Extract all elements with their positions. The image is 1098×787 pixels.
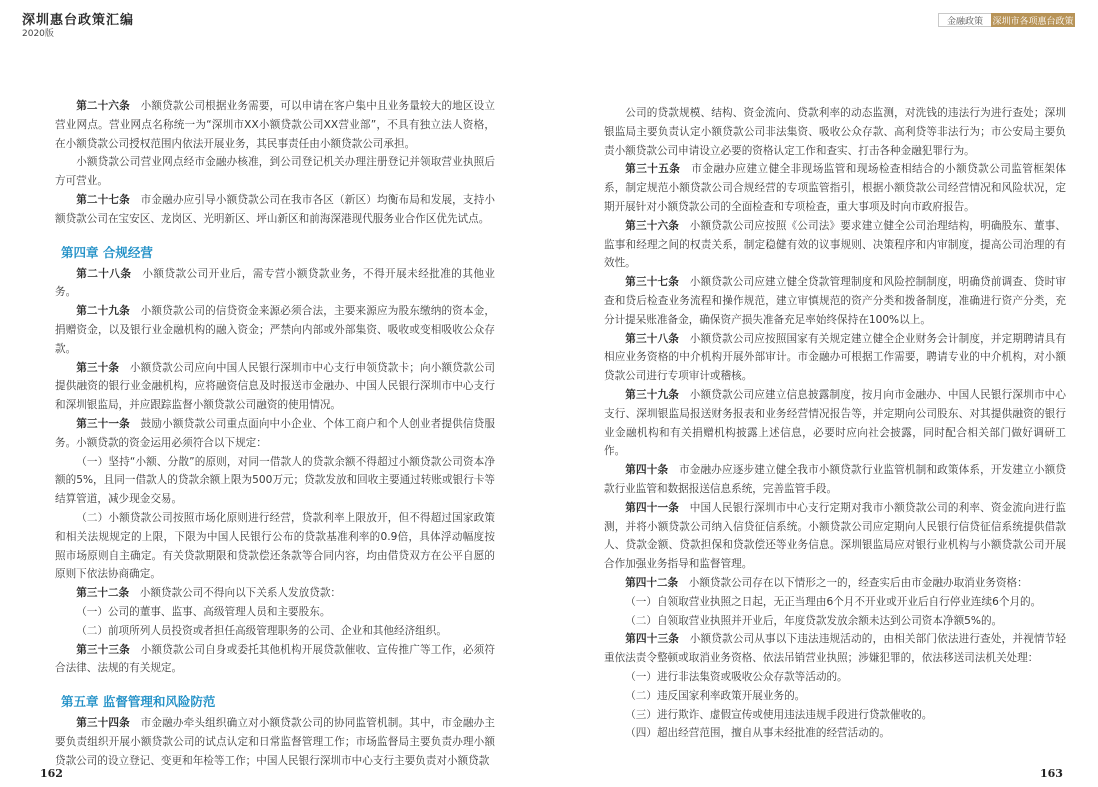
paragraph-text: 小额贷款公司开业后，需专营小额贷款业务，不得开展未经批准的其他业务。: [55, 267, 496, 299]
right-page-body: [604, 104, 1066, 743]
chapter-heading: 第五章 监督管理和风险防范: [61, 694, 216, 710]
clause-paragraph: [604, 104, 1066, 160]
article-number: 第四十三条: [625, 633, 679, 646]
clause-paragraph: [604, 706, 1066, 725]
article-number: 第三十二条: [76, 587, 130, 600]
paragraph-text: 小额贷款公司的信贷资金来源必须合法，主要来源应为股东缴纳的资本金，捐赠资金，以及银行业金融机构的融入资金；严禁向内部或外部集资、吸收或变相吸收公众存款。: [55, 305, 496, 355]
clause-paragraph: [604, 724, 1066, 743]
paragraph-text: 鼓励小额贷款公司重点面向中小企业、个体工商户和个人创业者提供信贷服务。小额贷款的资金运用必须符合以下规定：: [55, 417, 496, 449]
article-paragraph: [604, 160, 1066, 216]
article-number: 第三十四条: [76, 717, 130, 730]
book-edition: 2020版: [22, 29, 54, 39]
clause-paragraph: [604, 612, 1066, 631]
paragraph-text: 市金融办应引导小额贷款公司在我市各区（新区）均衡布局和发展，支持小额贷款公司在宝安区、龙岗区、光明新区、坪山新区和前海深港现代服务业合作区优先试点。: [55, 193, 496, 225]
paragraph-text: （二）自领取营业执照并开业后，年度贷款发放余额未达到公司资本净额5%的。: [625, 614, 1003, 627]
article-paragraph: [604, 273, 1066, 329]
article-paragraph: [604, 461, 1066, 499]
left-page-number: 162: [40, 767, 63, 780]
article-paragraph: [55, 97, 495, 153]
article-number: 第三十九条: [625, 388, 679, 401]
article-paragraph: [604, 386, 1066, 461]
clause-paragraph: [55, 509, 495, 584]
clause-paragraph: [55, 153, 495, 191]
paragraph-text: 小额贷款公司自身或委托其他机构开展贷款催收、宣传推广等工作，必须符合法律、法规的有关规定。: [55, 643, 496, 675]
paragraph-text: （一）公司的董事、监事、高级管理人员和主要股东。: [76, 605, 331, 618]
paragraph-text: 小额贷款公司不得向以下关系人发放贷款：: [129, 587, 342, 600]
article-number: 第三十五条: [625, 163, 681, 176]
article-number: 第二十九条: [76, 305, 130, 318]
paragraph-text: 小额贷款公司从事以下违法违规活动的，由相关部门依法进行查处，并视情节轻重依法责令整顿或取消业务资格、依法吊销营业执照；涉嫌犯罪的，依法移送司法机关处理：: [604, 633, 1067, 665]
paragraph-text: 小额贷款公司应按照国家有关规定建立健全企业财务会计制度，并定期聘请具有相应业务资格的中介机构开展外部审计。市金融办可根据工作需要，聘请专业的中介机构，对小额贷款公司进行专项审计或稽核。: [604, 332, 1067, 383]
paragraph-text: 小额贷款公司应建立信息披露制度，按月向市金融办、中国人民银行深圳市中心支行、深圳银监局报送财务报表和业务经营情况报告等，并定期向公司股东、对其提供融资的银行业金融机构和有关捐赠机构披露上述信息，必要时应向社会披露，同时配合相关部门做好调研工作。: [604, 388, 1067, 458]
paragraph-text: （一）坚持“小额、分散”的原则，对同一借款人的贷款余额不得超过小额贷款公司资本净额的5%，且同一借款人的贷款余额上限为500万元；贷款发放和回收主要通过转账或银行卡等结算管道，减少现金交易。: [55, 455, 495, 506]
paragraph-text: （二）前项所列人员投资或者担任高级管理职务的公司、企业和其他经济组织。: [76, 624, 447, 637]
article-number: 第四十条: [625, 464, 669, 477]
clause-paragraph: [604, 668, 1066, 687]
paragraph-text: 小额贷款公司存在以下情形之一的，经查实后由市金融办取消业务资格：: [678, 576, 1028, 589]
section-tag-topic: 深圳市各项惠台政策: [991, 13, 1075, 27]
paragraph-text: （三）进行欺诈、虚假宣传或使用违法违规手段进行贷款催收的。: [625, 708, 933, 721]
article-paragraph: [604, 574, 1066, 593]
article-number: 第三十七条: [625, 276, 679, 289]
article-number: 第三十八条: [625, 332, 679, 345]
clause-paragraph: [55, 453, 495, 509]
article-paragraph: [604, 217, 1066, 273]
clause-paragraph: [55, 603, 495, 622]
paragraph-text: 市金融办应建立健全非现场监管和现场检查相结合的小额贷款公司监管框架体系，制定规范小额贷款公司合规经营的专项监管指引，根据小额贷款公司经营情况和风险状况，定期开展针对小额贷款公司的全面检查和专项检查，重大事项及时向市政府报告。: [604, 163, 1066, 213]
clause-paragraph: [55, 622, 495, 641]
article-paragraph: [55, 641, 495, 679]
section-tag-category: 金融政策: [938, 13, 991, 27]
article-number: 第二十六条: [76, 100, 130, 112]
article-paragraph: [55, 584, 495, 603]
paragraph-text: 小额贷款公司应按照《公司法》要求建立健全公司治理结构，明确股东、董事、监事和经理之间的权责关系，制定稳健有效的议事规则、决策程序和内审制度，提高公司治理的有效性。: [604, 219, 1067, 270]
paragraph-text: 市金融办应逐步建立健全我市小额贷款行业监管机制和政策体系，开发建立小额贷款行业监管和数据报送信息系统，完善监管手段。: [604, 464, 1067, 495]
paragraph-text: （四）超出经营范围，擅自从事未经批准的经营活动的。: [625, 727, 891, 740]
left-page-body: [55, 97, 495, 771]
paragraph-text: 中国人民银行深圳市中心支行定期对我市小额贷款公司的利率、资金流向进行监测，并将小额贷款公司纳入信贷征信系统。小额贷款公司应定期向人民银行信贷征信系统提供借款人、贷款金额、贷款担保和贷款偿还等业务信息。深圳银监局应对银行业机构与小额贷款公司开展合作加强业务指导和监督管理。: [604, 501, 1067, 571]
section-tag: [938, 13, 1075, 27]
article-paragraph: [55, 415, 495, 453]
article-number: 第三十条: [76, 361, 120, 374]
article-number: 第四十二条: [625, 576, 679, 589]
paragraph-text: （一）自领取营业执照之日起，无正当理由6个月不开业或开业后自行停业连续6个月的。: [625, 595, 1042, 608]
article-paragraph: [55, 191, 495, 229]
paragraph-text: 小额贷款公司根据业务需要，可以申请在客户集中且业务量较大的地区设立营业网点。营业网点名称统一为“深圳市XX小额贷款公司XX营业部”，不具有独立法人资格，在小额贷款公司授权范围内依法开展业务，其民事责任由小额贷款公司承担。: [55, 100, 496, 150]
paragraph-text: 小额贷款公司应向中国人民银行深圳市中心支行申领贷款卡；向小额贷款公司提供融资的银行业金融机构，应将融资信息及时报送市金融办、中国人民银行深圳市中心支行和深圳银监局，并应跟踪监督小额贷款公司融资的使用情况。: [55, 361, 496, 412]
article-paragraph: [604, 630, 1066, 668]
chapter-heading: 第四章 合规经营: [61, 244, 153, 260]
book-title: 深圳惠台政策汇编: [22, 13, 135, 28]
paragraph-text: 小额贷款公司营业网点经市金融办核准，到公司登记机关办理注册登记并领取营业执照后方可营业。: [55, 156, 495, 188]
article-number: 第二十七条: [76, 193, 130, 206]
article-paragraph: [55, 265, 495, 303]
article-paragraph: [55, 714, 495, 770]
clause-paragraph: [604, 687, 1066, 706]
article-paragraph: [55, 302, 495, 358]
paragraph-text: （二）小额贷款公司按照市场化原则进行经营，贷款利率上限放开，但不得超过国家政策和相关法规规定的上限，下限为中国人民银行公布的贷款基准利率的0.9倍，具体浮动幅度按照市场原则自主确定。有关贷款期限和贷款偿还条款等合同内容，均由借贷双方在公平自愿的原则下依法协商确定。: [55, 511, 495, 581]
article-paragraph: [604, 330, 1066, 386]
paragraph-text: 公司的贷款规模、结构、资金流向、贷款利率的动态监测，对洗钱的违法行为进行查处；深圳银监局主要负责认定小额贷款公司非法集资、吸收公众存款、高利贷等非法行为；市公安局主要负责小额贷款公司申请设立必要的资格认定工作和查实、打击各种金融犯罪行为。: [604, 107, 1066, 157]
article-number: 第三十三条: [76, 643, 130, 656]
article-number: 第二十八条: [76, 267, 132, 280]
clause-paragraph: [604, 593, 1066, 612]
article-paragraph: [55, 359, 495, 415]
article-paragraph: [604, 499, 1066, 574]
paragraph-text: 市金融办牵头组织确立对小额贷款公司的协同监管机制。其中，市金融办主要负责组织开展小额贷款公司的试点认定和日常监督管理工作；市场监督局主要负责办理小额贷款公司的设立登记、变更和年检等工作；中国人民银行深圳市中心支行主要负责对小额贷款: [55, 717, 496, 767]
paragraph-text: （一）进行非法集资或吸收公众存款等活动的。: [625, 670, 848, 683]
article-number: 第四十一条: [625, 501, 679, 514]
article-number: 第三十一条: [76, 417, 130, 430]
paragraph-text: 小额贷款公司应建立健全贷款管理制度和风险控制制度，明确贷前调查、贷时审查和贷后检查业务流程和操作规范，建立审慎规范的资产分类和拨备制度，准确进行资产分类，充分计提呆账准备金，确保资产损失准备充足率始终保持在100%以上。: [604, 276, 1067, 326]
paragraph-text: （二）违反国家利率政策开展业务的。: [625, 689, 806, 702]
article-number: 第三十六条: [625, 219, 679, 232]
right-page-number: 163: [1040, 767, 1063, 780]
